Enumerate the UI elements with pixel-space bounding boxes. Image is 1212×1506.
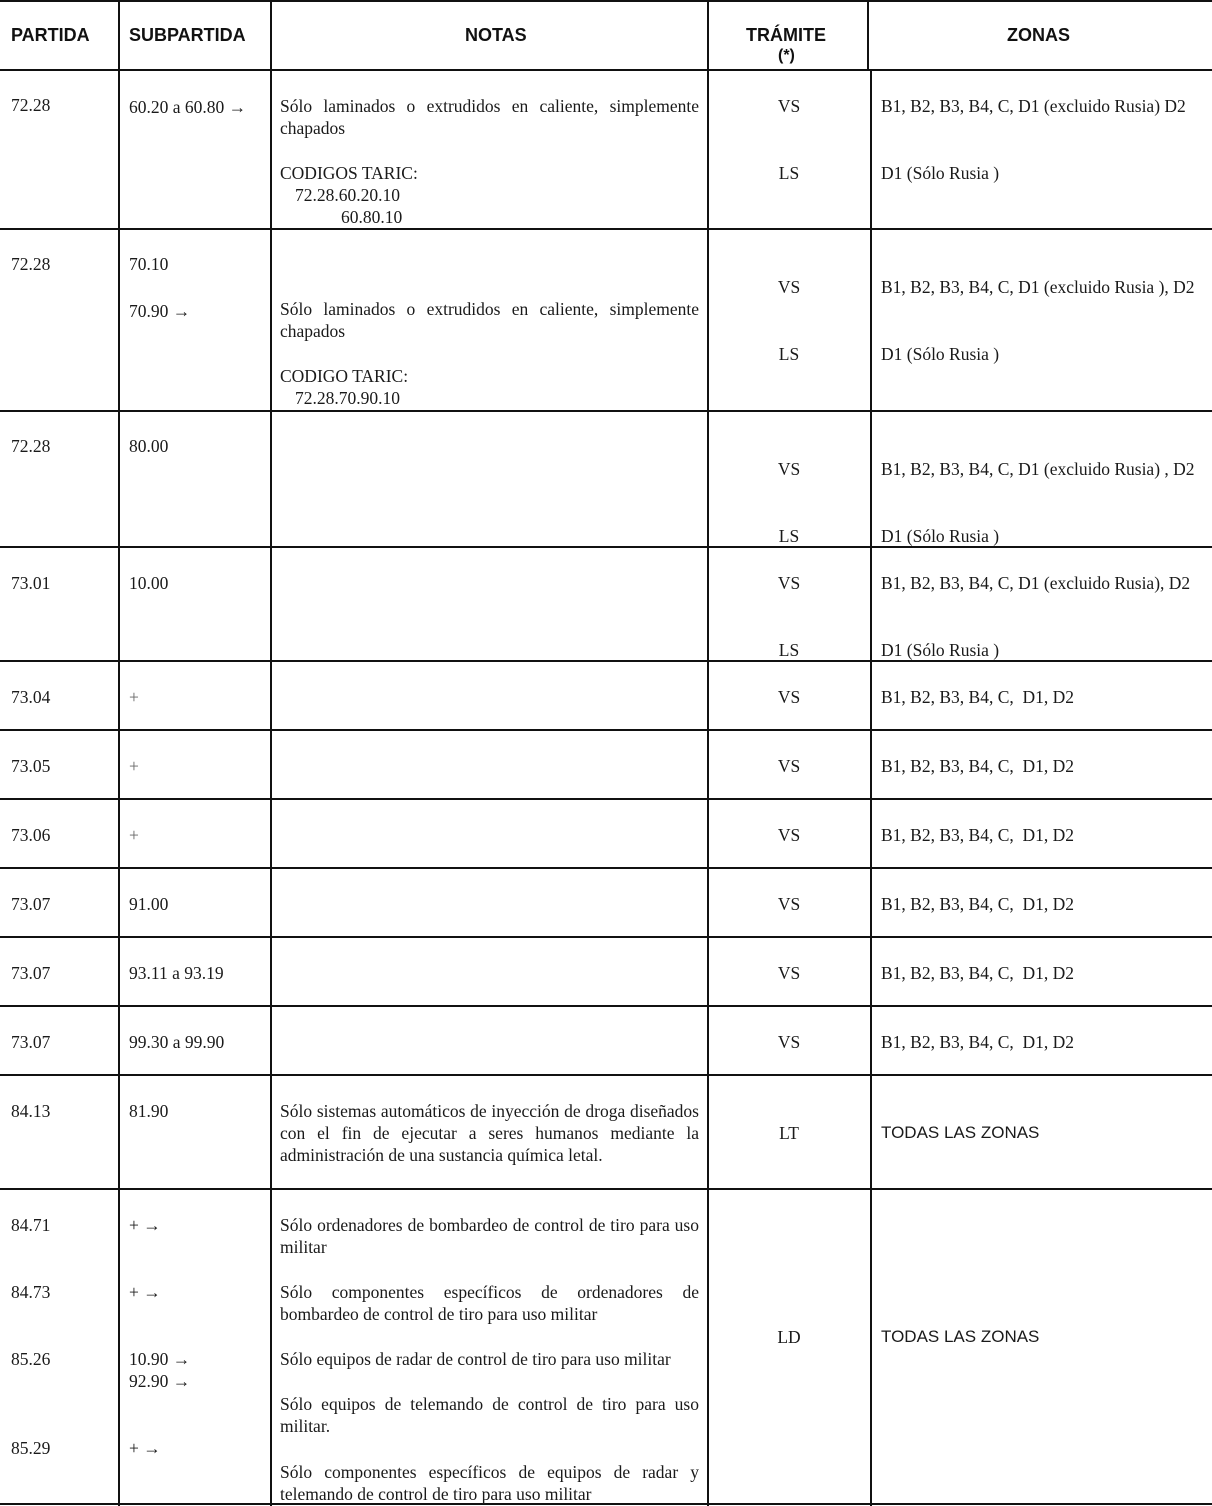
column-divider xyxy=(870,69,872,1506)
partida-cell: 73.07 xyxy=(11,894,51,914)
nota-cell: Sólo laminados o extrudidos en caliente, simplemente chapados xyxy=(280,96,699,138)
zona-cell: B1, B2, B3, B4, C, D1, D2 xyxy=(881,687,1075,707)
zona-cell: D1 (Sólo Rusia ) xyxy=(881,640,1000,660)
partida-cell: 84.71 xyxy=(11,1215,51,1235)
zona-cell: D1 (Sólo Rusia ) xyxy=(881,344,1000,364)
row-divider xyxy=(0,546,1212,548)
taric-label: CODIGOS TARIC: xyxy=(280,163,418,183)
header-zonas: ZONAS xyxy=(1007,25,1070,45)
partida-cell: 72.28 xyxy=(11,95,51,115)
partida-cell: 73.07 xyxy=(11,1032,51,1052)
nota-cell: Sólo laminados o extrudidos en caliente, simplemente chapados xyxy=(280,299,699,341)
tramite-cell: VS xyxy=(777,963,801,983)
tramite-cell: VS xyxy=(777,277,801,297)
row-divider xyxy=(0,1074,1212,1076)
header-tramite: TRÁMITE xyxy=(746,25,826,45)
zona-cell: B1, B2, B3, B4, C, D1 (excluido Rusia) D2 xyxy=(881,96,1186,116)
subpartida-cell: 81.90 xyxy=(129,1101,169,1121)
subpartida-cell: + xyxy=(129,687,139,707)
tramite-cell: LD xyxy=(777,1327,801,1347)
partida-cell: 73.04 xyxy=(11,687,51,707)
header-subpartida: SUBPARTIDA xyxy=(129,25,246,45)
subpartida-cell: + → xyxy=(129,1282,161,1302)
tramite-cell: LS xyxy=(778,640,800,660)
row-divider xyxy=(0,798,1212,800)
row-divider xyxy=(0,660,1212,662)
row-divider xyxy=(0,936,1212,938)
taric-code: 72.28.70.90.10 xyxy=(295,388,400,408)
subpartida-cell: 70.10 xyxy=(129,254,169,274)
subpartida-cell: 80.00 xyxy=(129,436,169,456)
subpartida-cell: 60.20 a 60.80 → xyxy=(129,97,247,117)
zona-cell: B1, B2, B3, B4, C, D1 (excluido Rusia), D2 xyxy=(881,573,1191,593)
row-divider xyxy=(0,228,1212,230)
zona-cell: B1, B2, B3, B4, C, D1, D2 xyxy=(881,963,1075,983)
partida-cell: 73.06 xyxy=(11,825,51,845)
subpartida-cell: 70.90 → xyxy=(129,301,191,321)
header-partida: PARTIDA xyxy=(11,25,90,45)
partida-cell: 85.26 xyxy=(11,1349,51,1369)
nota-cell: Sólo sistemas automáticos de inyección de droga diseñados con el fin de ejecutar a seres humanos mediante la administración de una sustancia química letal. xyxy=(280,1101,699,1165)
subpartida-cell: + xyxy=(129,756,139,776)
subpartida-cell: 93.11 a 93.19 xyxy=(129,963,224,983)
subpartida-cell: 10.00 xyxy=(129,573,169,593)
tramite-cell: LS xyxy=(778,163,800,183)
tramite-cell: VS xyxy=(777,96,801,116)
tramite-cell: LS xyxy=(778,344,800,364)
tramite-cell: VS xyxy=(777,825,801,845)
column-divider xyxy=(270,0,272,1506)
subpartida-cell: + → xyxy=(129,1438,161,1458)
subpartida-cell: 10.90 → xyxy=(129,1349,191,1369)
subpartida-cell: 99.30 a 99.90 xyxy=(129,1032,225,1052)
tramite-cell: VS xyxy=(777,1032,801,1052)
zona-cell: TODAS LAS ZONAS xyxy=(881,1123,1040,1142)
column-divider xyxy=(867,0,869,71)
row-divider xyxy=(0,410,1212,412)
tramite-cell: VS xyxy=(777,459,801,479)
zona-cell: B1, B2, B3, B4, C, D1, D2 xyxy=(881,1032,1075,1052)
nota-cell: Sólo componentes específicos de equipos de radar y telemando de control de tiro para uso militar xyxy=(280,1462,699,1504)
subpartida-cell: 91.00 xyxy=(129,894,169,914)
taric-code: 72.28.60.20.10 xyxy=(295,185,400,205)
row-divider xyxy=(0,867,1212,869)
tramite-cell: VS xyxy=(777,894,801,914)
header-notas: NOTAS xyxy=(465,25,527,45)
taric-label: CODIGO TARIC: xyxy=(280,366,409,386)
zona-cell: D1 (Sólo Rusia ) xyxy=(881,526,1000,546)
zona-cell: B1, B2, B3, B4, C, D1, D2 xyxy=(881,825,1075,845)
zona-cell: B1, B2, B3, B4, C, D1, D2 xyxy=(881,894,1075,914)
partida-cell: 85.29 xyxy=(11,1438,51,1458)
zona-cell: B1, B2, B3, B4, C, D1 (excluido Rusia) , D2 xyxy=(881,459,1195,479)
header-divider xyxy=(0,69,1212,71)
partida-cell: 73.05 xyxy=(11,756,51,776)
row-divider xyxy=(0,729,1212,731)
tramite-cell: LS xyxy=(778,526,800,546)
partida-cell: 72.28 xyxy=(11,436,51,456)
partida-cell: 73.01 xyxy=(11,573,51,593)
subpartida-cell: + xyxy=(129,825,139,845)
tramite-cell: LT xyxy=(779,1123,799,1143)
column-divider xyxy=(118,0,120,1506)
nota-cell: Sólo ordenadores de bombardeo de control de tiro para uso militar xyxy=(280,1215,699,1257)
table-border-top xyxy=(0,0,1212,2)
row-divider xyxy=(0,1188,1212,1190)
zona-cell: D1 (Sólo Rusia ) xyxy=(881,163,1000,183)
nota-cell: Sólo equipos de telemando de control de tiro para uso militar. xyxy=(280,1394,699,1436)
nota-cell: Sólo equipos de radar de control de tiro para uso militar xyxy=(280,1349,671,1369)
column-divider xyxy=(707,0,709,1506)
tramite-cell: VS xyxy=(777,573,801,593)
partida-cell: 84.13 xyxy=(11,1101,51,1121)
tramite-cell: VS xyxy=(777,756,801,776)
tramite-cell: VS xyxy=(777,687,801,707)
subpartida-cell: 92.90 → xyxy=(129,1371,191,1391)
zona-cell: B1, B2, B3, B4, C, D1 (excluido Rusia ), D2 xyxy=(881,277,1195,297)
header-tramite-note: (*) xyxy=(778,47,795,64)
partida-cell: 73.07 xyxy=(11,963,51,983)
zona-cell: B1, B2, B3, B4, C, D1, D2 xyxy=(881,756,1075,776)
partida-cell: 72.28 xyxy=(11,254,51,274)
nota-cell: Sólo componentes específicos de ordenadores de bombardeo de control de tiro para uso militar xyxy=(280,1282,699,1324)
taric-code: 60.80.10 xyxy=(341,207,403,227)
zona-cell: TODAS LAS ZONAS xyxy=(881,1327,1040,1346)
partida-cell: 84.73 xyxy=(11,1282,51,1302)
subpartida-cell: + → xyxy=(129,1215,161,1235)
row-divider xyxy=(0,1005,1212,1007)
